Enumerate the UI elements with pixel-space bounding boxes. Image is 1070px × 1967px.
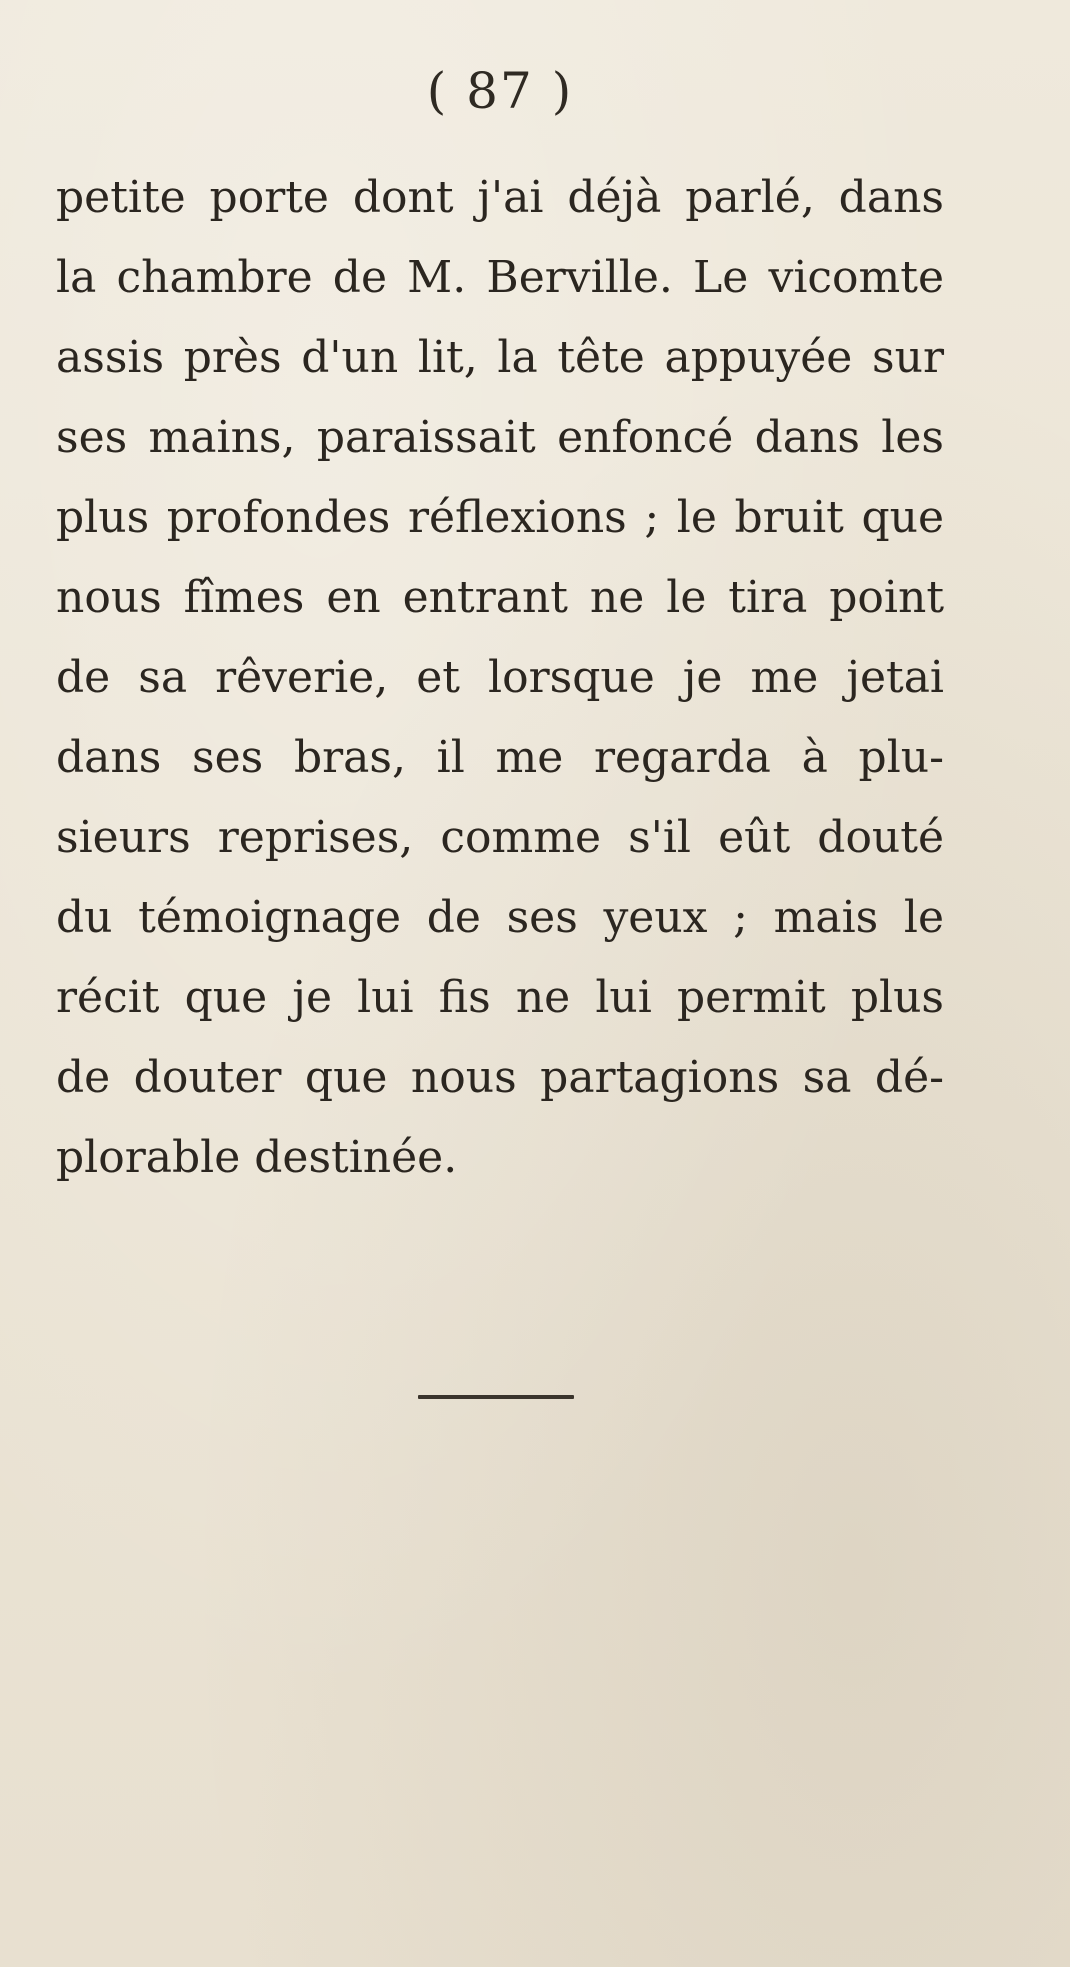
text-line: la chambre de M. Berville. Le vicomte bbox=[56, 252, 944, 303]
body-text bbox=[56, 158, 944, 1198]
text-line: ses mains, paraissait enfoncé dans les bbox=[56, 412, 944, 463]
text-line-last: plorable destinée. bbox=[56, 1132, 458, 1183]
page-number: ( 87 ) bbox=[426, 62, 574, 120]
text-line: assis près d'un lit, la tête appuyée sur bbox=[56, 332, 944, 383]
text-line: du témoignage de ses yeux ; mais le bbox=[56, 892, 944, 943]
text-line: nous fîmes en entrant ne le tira point bbox=[56, 572, 944, 623]
text-line: récit que je lui fis ne lui permit plus bbox=[56, 972, 944, 1023]
end-of-chapter-rule bbox=[418, 1395, 574, 1399]
text-line: petite porte dont j'ai déjà parlé, dans bbox=[56, 172, 944, 223]
text-line: dans ses bras, il me regarda à plu- bbox=[56, 732, 944, 783]
text-line: de sa rêverie, et lorsque je me jetai bbox=[56, 652, 944, 703]
text-line: plus profondes réflexions ; le bruit que bbox=[56, 492, 944, 543]
text-line: sieurs reprises, comme s'il eût douté bbox=[56, 812, 944, 863]
text-line: de douter que nous partagions sa dé- bbox=[56, 1052, 944, 1103]
